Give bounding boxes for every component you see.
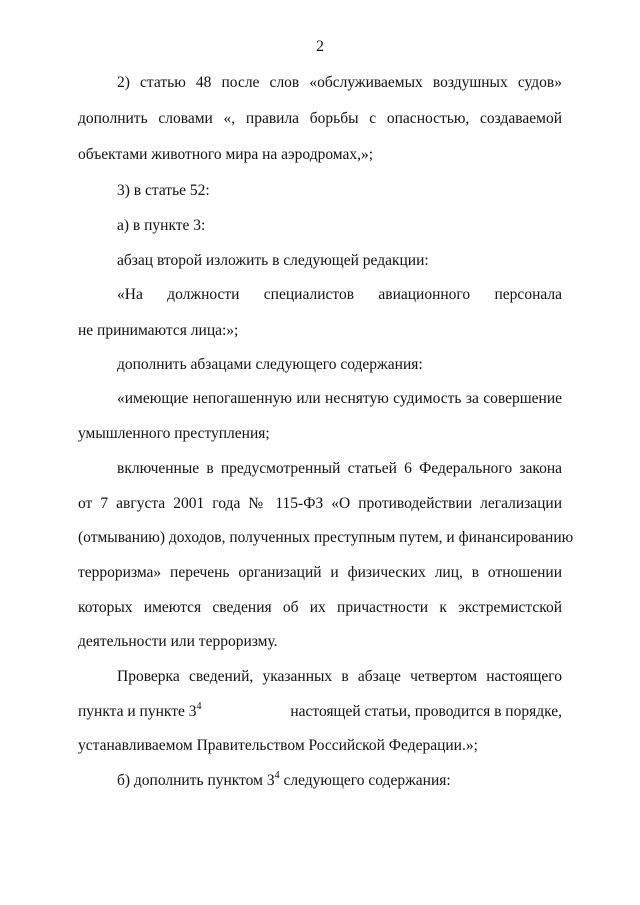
text-line-19 [78,702,562,722]
page-number: 2 [316,38,324,55]
text-line-6: абзац второй изложить в следующей редакции: [117,252,429,269]
text-line-21 [117,771,562,791]
text-line-9: дополнить абзацами следующего содержания: [117,356,423,373]
text-fragment: б) дополнить пунктом 3 [117,772,275,789]
text-line-14: (отмыванию) доходов, полученных преступным путем, и финансированию [78,529,574,546]
text-line-15: терроризма» перечень организаций и физических лиц, в отношении [78,564,562,581]
text-line-18: Проверка сведений, указанных в абзаце четвертом настоящего [117,668,562,685]
superscript: 4 [196,701,202,712]
text-line-11: умышленного преступления; [78,425,270,442]
text-line-19-end: настоящей статьи, проводится в порядке, [286,703,562,720]
text-fragment: следующего содержания: [279,772,451,789]
text-line-12: включенные в предусмотренный статьей 6 Федерального закона [117,460,562,477]
text-line-10: «имеющие непогашенную или неснятую судимость за совершение [117,390,562,407]
text-line-3: объектами животного мира на аэродромах,»; [78,146,374,163]
text-line-20: устанавливаемом Правительством Российской Федерации.»; [78,737,478,754]
text-line-4: 3) в статье 52: [117,182,210,199]
text-line-1: 2) статью 48 после слов «обслуживаемых воздушных судов» [117,74,562,91]
text-fragment: пункта и пункте 3 [78,703,197,720]
text-line-8: не принимаются лица:»; [78,322,239,339]
superscript: 4 [274,770,280,781]
text-line-16: которых имеются сведения об их причастности к экстремистской [78,599,562,616]
text-line-19-start [78,702,202,722]
text-line-7: «На должности специалистов авиационного персонала [117,286,562,303]
text-line-13: от 7 августа 2001 года № 115-ФЗ «О противодействии легализации [78,495,562,512]
text-line-2: дополнить словами «, правила борьбы с опасностью, создаваемой [78,110,562,127]
text-line-5: а) в пункте 3: [117,217,206,234]
text-line-17: деятельности или терроризму. [78,633,278,650]
